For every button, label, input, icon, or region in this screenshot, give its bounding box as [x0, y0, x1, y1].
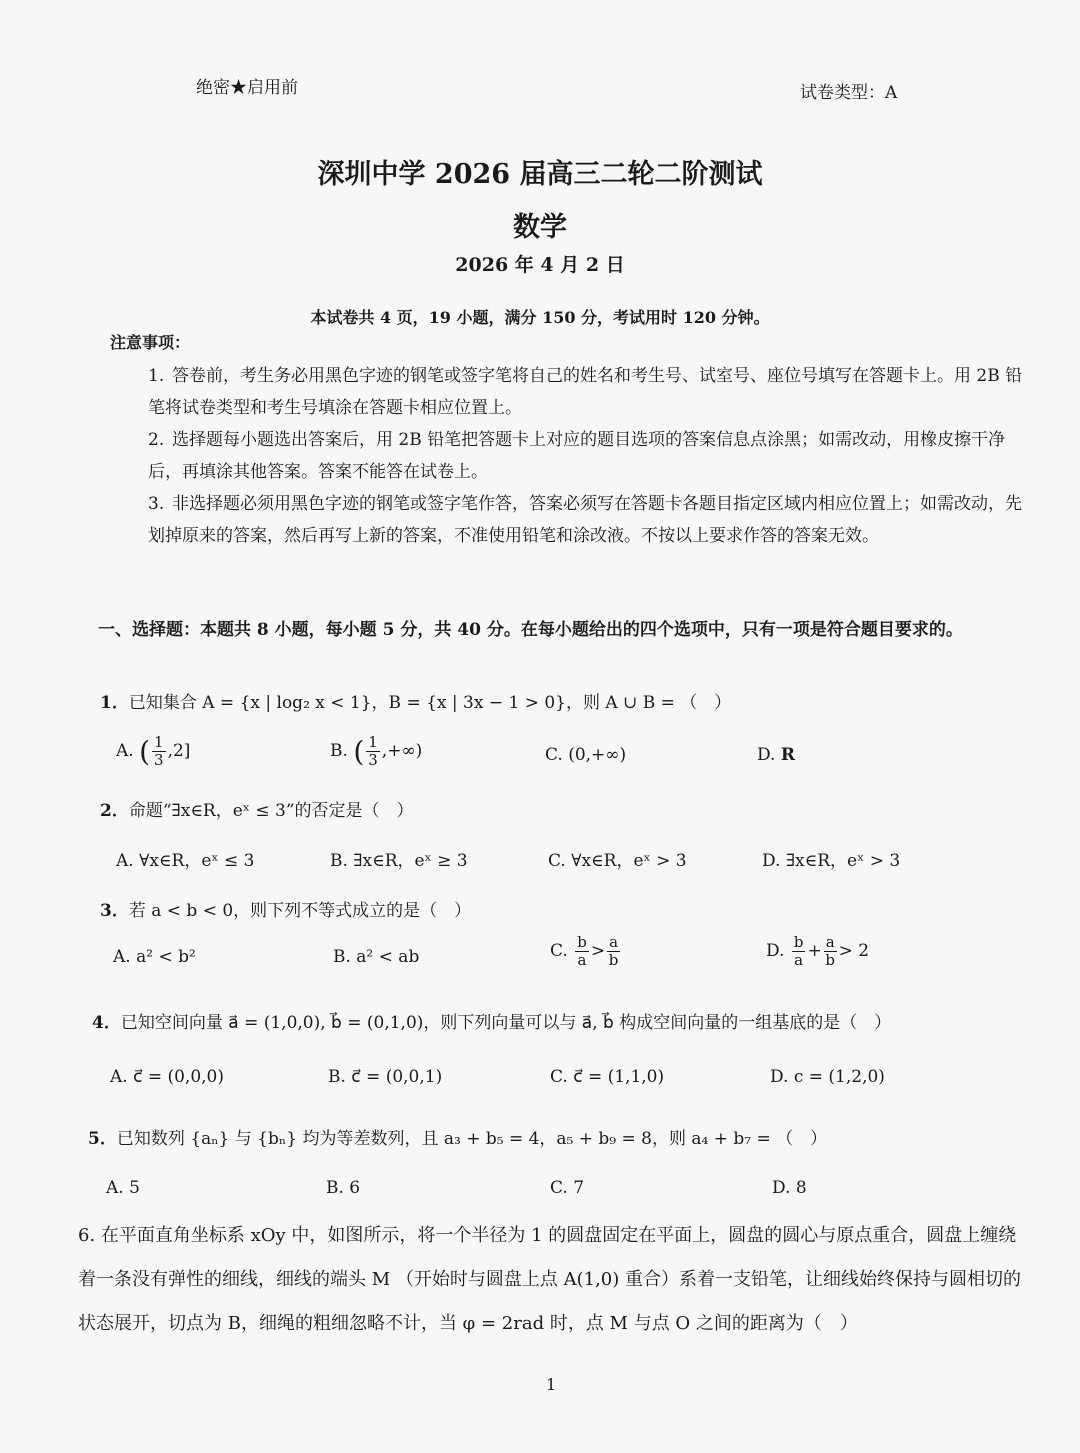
- notice-text: 选择题每小题选出答案后，用 2B 铅笔把答题卡上对应的题目选项的答案信息点涂黑；如需改动，用橡皮擦干净后，再填涂其他答案。答案不能答在试卷上。: [148, 430, 1006, 482]
- option-value: R: [780, 745, 795, 765]
- option-c: C. (0,+∞): [545, 745, 627, 765]
- notice-heading: 注意事项：: [110, 333, 191, 352]
- option-label: D.: [757, 745, 776, 765]
- open-paren-glyph: (: [353, 735, 365, 768]
- option-d: D. ∃x∈R，eˣ > 3: [762, 851, 901, 871]
- option-b: B. a² < ab: [333, 947, 420, 967]
- option-d: D. c = (1,2,0): [770, 1067, 885, 1087]
- fraction: [607, 934, 620, 969]
- numerator: 1: [154, 733, 164, 751]
- operator: >: [590, 941, 606, 961]
- question-stem: 若 a < b < 0，则下列不等式成立的是（ ）: [128, 901, 472, 921]
- question-4: [92, 1008, 891, 1033]
- option-a: A. ∀x∈R，eˣ ≤ 3: [116, 851, 255, 871]
- denominator: b: [608, 951, 619, 969]
- option-label: D.: [766, 941, 785, 961]
- option-b: B. ∃x∈R，eˣ ≥ 3: [330, 851, 468, 871]
- option-c: [550, 934, 622, 969]
- question-stem: 命题“∃x∈R，eˣ ≤ 3”的否定是（ ）: [128, 801, 414, 821]
- option-d: D. 8: [772, 1178, 807, 1198]
- denominator: a: [577, 951, 587, 969]
- option-b: B. 6: [326, 1178, 361, 1198]
- paper-type-label: 试卷类型：A: [800, 83, 898, 103]
- question-number: 1．: [100, 693, 129, 713]
- question-2: [100, 796, 414, 821]
- notice-text: 非选择题必须用黑色字迹的钢笔或签字笔作答，答案必须写在答题卡各题目指定区域内相应位置上；如需改动，先划掉原来的答案，然后再写上新的答案，不准使用铅笔和涂改液。不按以上要求作答的答案无效。: [148, 494, 1022, 546]
- exam-title: 深圳中学 2026 届高三二轮二阶测试: [317, 159, 763, 190]
- section-heading: 一、选择题：本题共 8 小题，每小题 5 分，共 40 分。在每小题给出的四个选项中，只有一项是符合题目要求的。: [98, 620, 963, 640]
- option-c: C. 7: [550, 1178, 585, 1198]
- question-number: 3．: [100, 901, 129, 921]
- exam-date: 2026 年 4 月 2 日: [455, 254, 625, 276]
- option-tail: ,+∞): [381, 741, 423, 761]
- option-a: A. 5: [106, 1178, 140, 1198]
- confidential-label: 绝密★启用前: [196, 78, 298, 98]
- numerator: a: [825, 933, 835, 951]
- denominator: a: [794, 951, 804, 969]
- option-b: B. c⃗ = (0,0,1): [328, 1067, 443, 1087]
- fraction: [824, 934, 837, 969]
- question-1: [100, 688, 731, 713]
- subject-title: 数学: [513, 212, 567, 243]
- option-d: [757, 745, 795, 765]
- option-d: [766, 934, 869, 969]
- option-a: A. a² < b²: [113, 947, 196, 967]
- fraction: [575, 934, 589, 969]
- option-tail: > 2: [838, 941, 870, 961]
- question-stem: 已知数列 {aₙ} 与 {bₙ} 均为等差数列，且 a₃ + b₅ = 4，a₅ + b₉ = 8，则 a₄ + b₇ = （ ）: [116, 1129, 828, 1149]
- fraction: [792, 934, 806, 969]
- question-number: 2．: [100, 801, 129, 821]
- option-label: C.: [550, 941, 568, 961]
- page-number: 1: [546, 1375, 557, 1394]
- open-paren-glyph: (: [139, 735, 151, 768]
- notice-item: [148, 360, 1028, 424]
- question-number: 5．: [88, 1129, 117, 1149]
- option-c: C. c⃗ = (1,1,0): [550, 1067, 665, 1087]
- option-a: [116, 734, 190, 769]
- question-6: 6. 在平面直角坐标系 xOy 中，如图所示，将一个半径为 1 的圆盘固定在平面上，圆盘的圆心与原点重合，圆盘上缠绕着一条没有弹性的细线，细线的端头 M （开始时与圆盘上点 A(1,0) 重合）系着一支铅笔，让细线始终保持与圆相切的状态展开，切点为 B，细绳的粗细忽略不计，当 φ = 2rad 时，点 M 与点 O 之间的距离为（ ）: [78, 1225, 1021, 1334]
- notice-item: [148, 424, 1028, 488]
- option-b: [330, 734, 422, 769]
- numerator: b: [577, 933, 587, 951]
- option-c: C. ∀x∈R，eˣ > 3: [548, 851, 687, 871]
- question-stem: 已知集合 A = {x | log₂ x < 1}，B = {x | 3x − 1 > 0}，则 A ∪ B = （ ）: [128, 693, 732, 713]
- notice-number: 1.: [148, 366, 165, 386]
- numerator: b: [793, 933, 804, 951]
- option-tail: ,2]: [167, 741, 191, 761]
- denominator: 3: [368, 751, 378, 769]
- question-number: 4．: [92, 1013, 121, 1033]
- option-a: A. c⃗ = (0,0,0): [110, 1067, 225, 1087]
- denominator: b: [825, 951, 835, 969]
- denominator: 3: [154, 751, 164, 769]
- question-3: [100, 896, 471, 921]
- fraction: [152, 734, 166, 769]
- notice-number: 3.: [148, 494, 165, 514]
- question-5: [88, 1124, 827, 1149]
- notice-item: [148, 488, 1028, 552]
- question-stem: 已知空间向量 a⃗ = (1,0,0), b⃗ = (0,1,0)，则下列向量可以与 a⃗, b⃗ 构成空间向量的一组基底的是（ ）: [120, 1013, 892, 1033]
- notice-number: 2.: [148, 430, 165, 450]
- numerator: 1: [368, 733, 378, 751]
- numerator: a: [609, 933, 619, 951]
- exam-info: 本试卷共 4 页，19 小题，满分 150 分，考试用时 120 分钟。: [310, 308, 770, 327]
- fraction: [366, 734, 380, 769]
- option-label: A.: [116, 741, 134, 761]
- operator: +: [807, 941, 822, 961]
- notice-text: 答卷前，考生务必用黑色字迹的钢笔或签字笔将自己的姓名和考生号、试室号、座位号填写在答题卡上。用 2B 铅笔将试卷类型和考生号填涂在答题卡相应位置上。: [148, 366, 1023, 418]
- option-label: B.: [330, 741, 348, 761]
